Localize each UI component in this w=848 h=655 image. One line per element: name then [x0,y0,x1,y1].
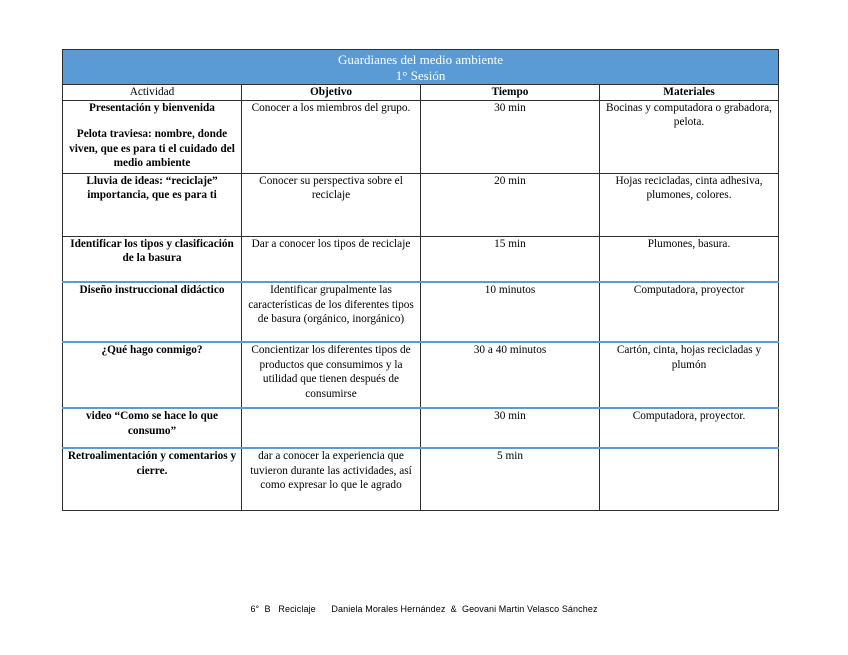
objective-cell: Identificar grupalmente las características de los diferentes tipos de basura (orgánico, inorgánico) [242,282,421,342]
table-title: Guardianes del medio ambiente [338,52,504,67]
table-row [63,236,779,282]
header-materiales: Materiales [600,85,779,101]
objective-cell: dar a conocer la experiencia que tuvieron durante las actividades, así como expresar lo que le agrado [242,448,421,510]
materials-cell [600,448,779,510]
header-tiempo: Tiempo [421,85,600,101]
table-row [63,448,779,510]
table-row [63,342,779,408]
table-row [63,282,779,342]
objective-cell: Conocer su perspectiva sobre el reciclaje [242,173,421,236]
activity-plan-sheet [62,49,778,511]
activity-cell [63,100,242,173]
activity-cell: ¿Qué hago conmigo? [63,342,242,408]
session-label: 1° Sesión [395,67,446,83]
table-row [63,173,779,236]
time-cell: 5 min [421,448,600,510]
table-row [63,408,779,448]
activity-cell: Identificar los tipos y clasificación de la basura [63,236,242,282]
footer-authors: Daniela Morales Hernández & Geovani Martin Velasco Sánchez [331,604,598,614]
time-cell: 15 min [421,236,600,282]
time-cell: 30 a 40 minutos [421,342,600,408]
materials-cell: Computadora, proyector [600,282,779,342]
activity-title: Presentación y bienvenida [89,101,215,114]
activity-plan-table [62,49,779,511]
materials-cell: Bocinas y computadora o grabadora, pelota. [600,100,779,173]
time-cell: 10 minutos [421,282,600,342]
objective-cell: Conocer a los miembros del grupo. [242,100,421,173]
table-row [63,100,779,173]
objective-cell: Dar a conocer los tipos de reciclaje [242,236,421,282]
activity-cell: Retroalimentación y comentarios y cierre. [63,448,242,510]
objective-cell: Concientizar los diferentes tipos de productos que consumimos y la utilidad que tienen después de consumirse [242,342,421,408]
activity-cell: Lluvia de ideas: “reciclaje” importancia, que es para ti [63,173,242,236]
header-objetivo: Objetivo [242,85,421,101]
activity-cell: video “Como se hace lo que consumo” [63,408,242,448]
time-cell: 30 min [421,408,600,448]
materials-cell: Cartón, cinta, hojas recicladas y plumón [600,342,779,408]
materials-cell: Computadora, proyector. [600,408,779,448]
activity-cell: Diseño instruccional didáctico [63,282,242,342]
header-actividad: Actividad [63,85,242,101]
footer-subject: Reciclaje [278,604,316,614]
footer-group: 6° B [250,604,271,614]
time-cell: 20 min [421,173,600,236]
table-title-row [63,50,779,85]
activity-subtitle: Pelota traviesa: nombre, donde viven, que es para ti el cuidado del medio ambiente [69,128,235,170]
table-banner [63,50,779,85]
time-cell: 30 min [421,100,600,173]
page-footer [0,604,848,614]
materials-cell: Plumones, basura. [600,236,779,282]
table-header-row [63,85,779,101]
materials-cell: Hojas recicladas, cinta adhesiva, plumones, colores. [600,173,779,236]
objective-cell [242,408,421,448]
